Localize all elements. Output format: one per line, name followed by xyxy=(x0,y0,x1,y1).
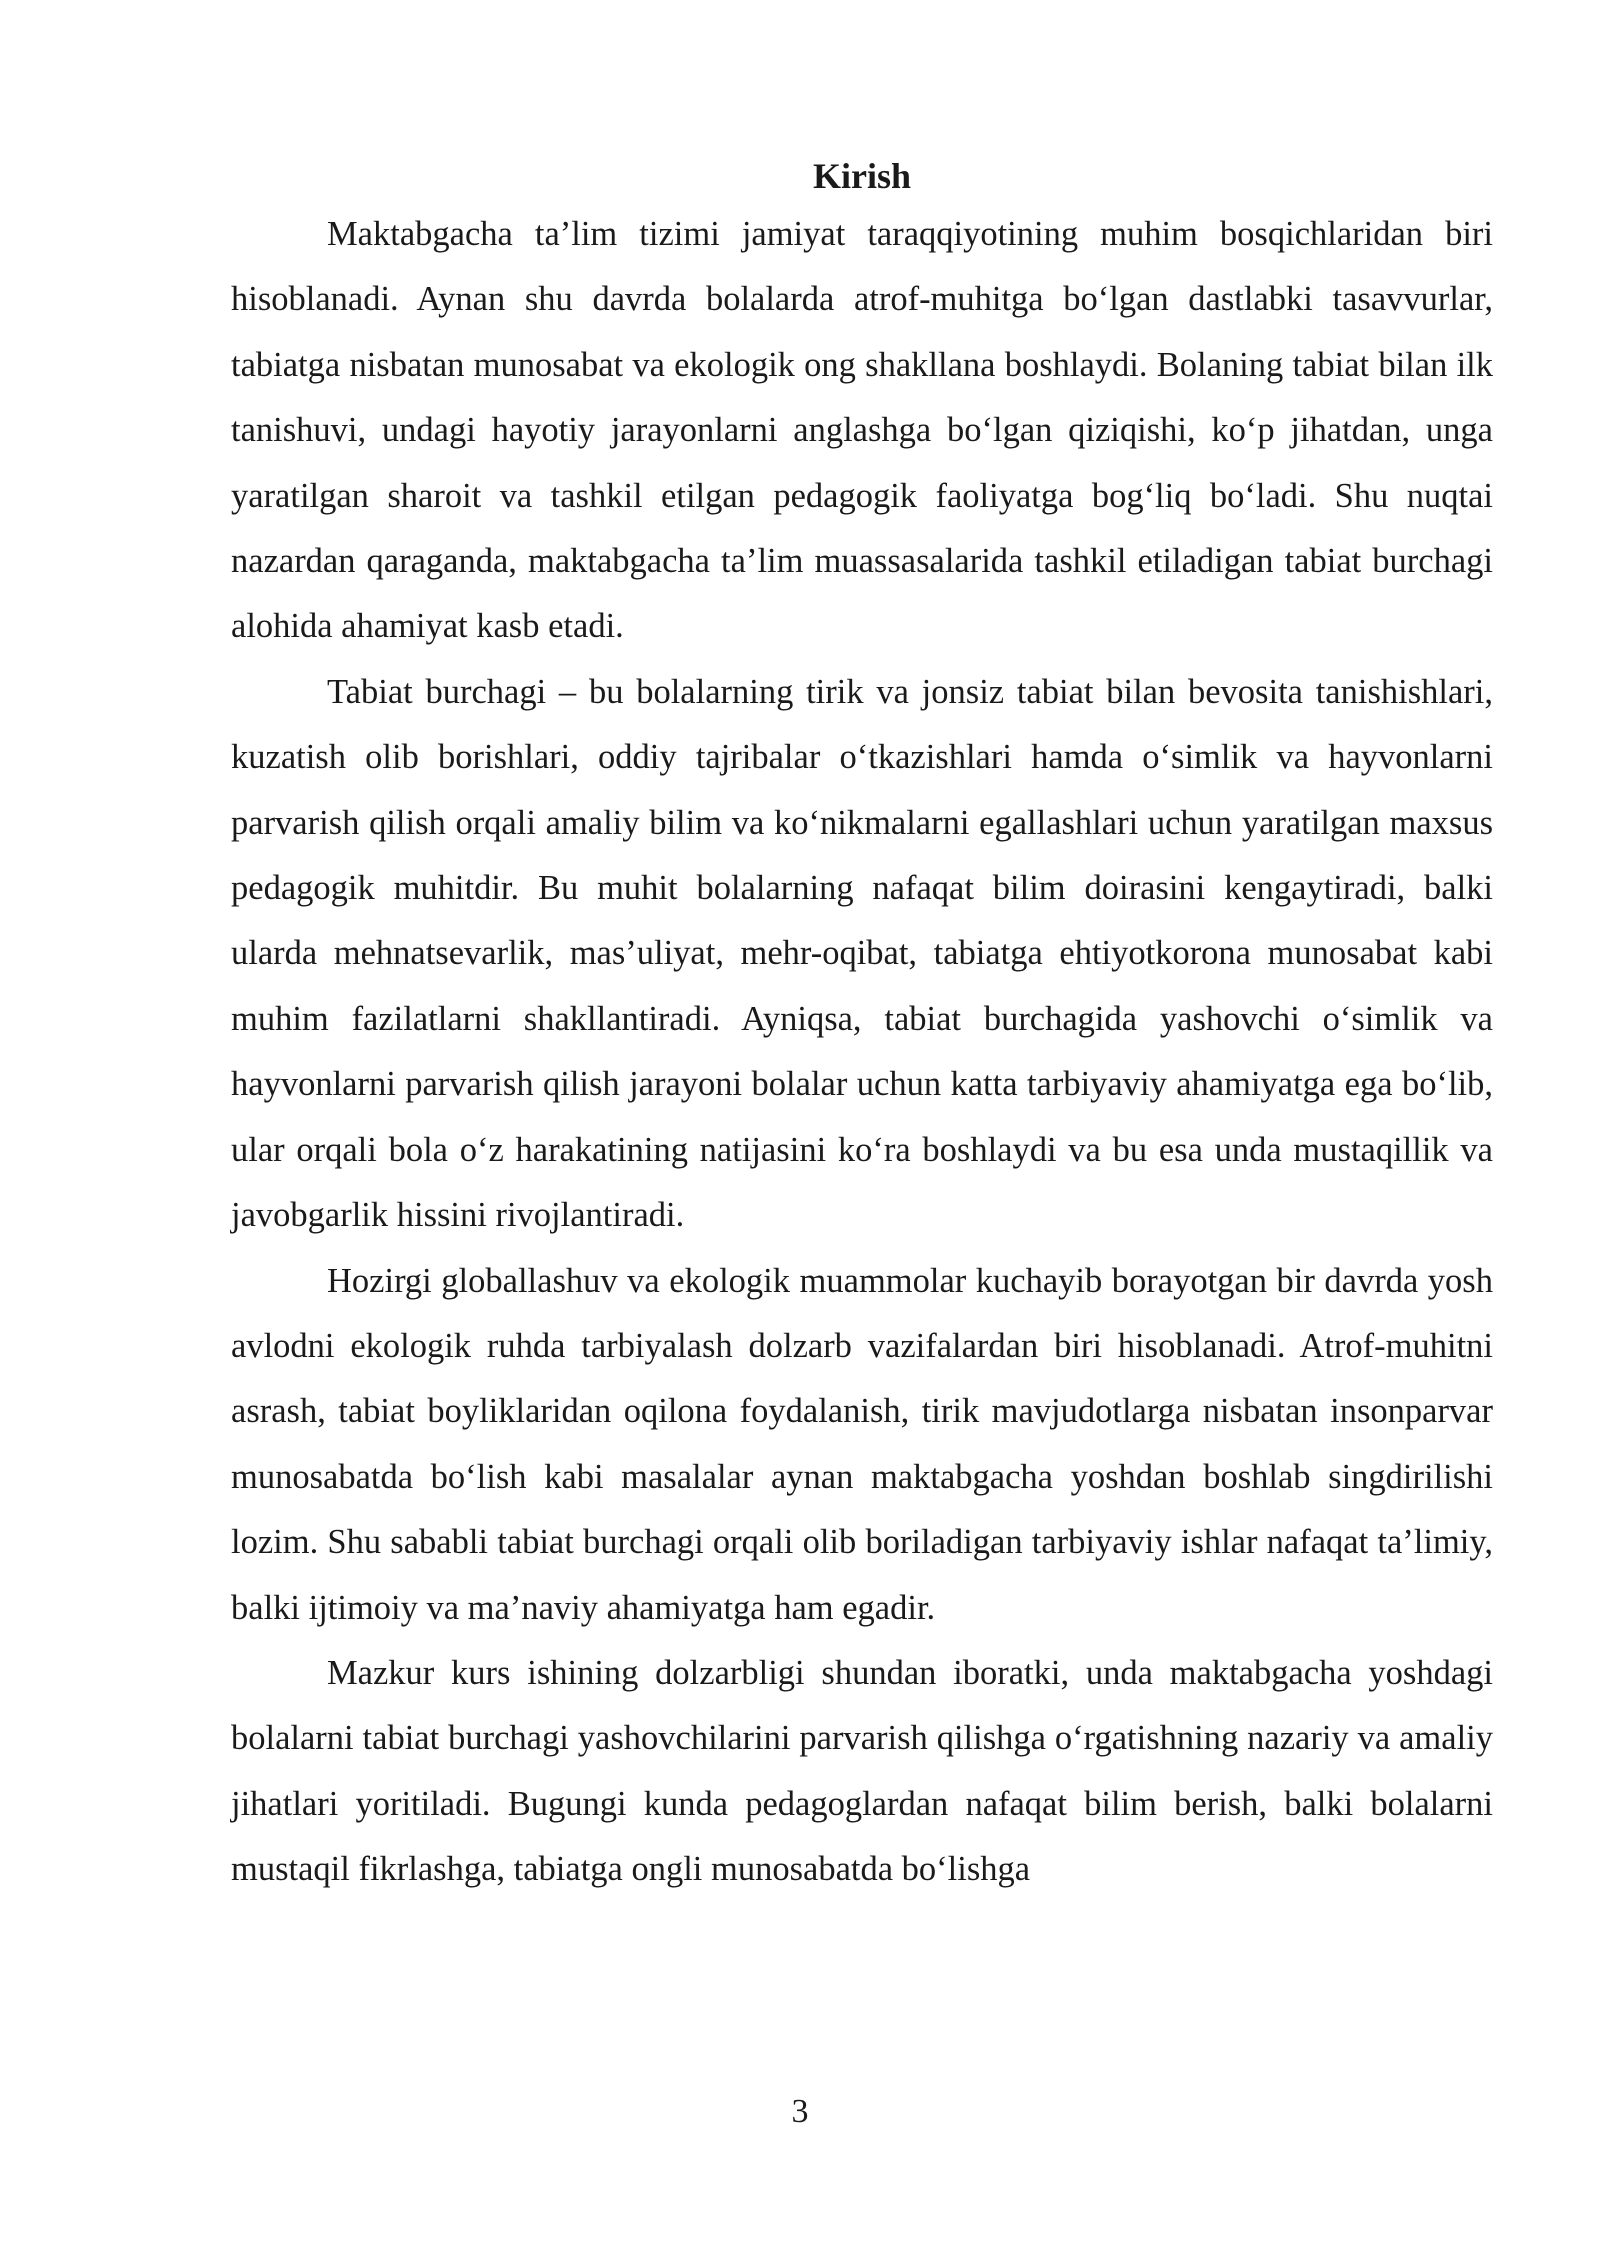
section-title: Kirish xyxy=(812,156,911,196)
page-number: 3 xyxy=(791,2093,809,2130)
paragraph-1: Maktabgacha ta’lim tizimi jamiyat taraqqiyotining muhim bosqichlaridan biri hisoblanadi. Aynan shu davrda bolalarda atrof-muhitga bo‘lgan dastlabki tasavvurlar, tabiatga nisbatan munosabat va ekologik ong shakllana boshlaydi. Bolaning tabiat bilan ilk tanishuvi, undagi hayotiy jarayonlarni anglashga bo‘lgan qiziqishi, ko‘p jihatdan, unga yaratilgan sharoit va tashkil etilgan pedagogik faoliyatga bog‘liq bo‘ladi. Shu nuqtai nazardan qaraganda, maktabgacha ta’lim muassasalarida tashkil etiladigan tabiat burchagi alohida ahamiyat kasb etadi. xyxy=(231,215,1493,646)
paragraph-2: Tabiat burchagi – bu bolalarning tirik va jonsiz tabiat bilan bevosita tanishishlari, kuzatish olib borishlari, oddiy tajribalar o‘tkazishlari hamda o‘simlik va hayvonlarni parvarish qilish orqali amaliy bilim va ko‘nikmalarni egallashlari uchun yaratilgan maxsus pedagogik muhitdir. Bu muhit bolalarning nafaqat bilim doirasini kengaytiradi, balki ularda mehnatsevarlik, mas’uliyat, mehr-oqibat, tabiatga ehtiyotkorona munosabat kabi muhim fazilatlarni shakllantiradi. Ayniqsa, tabiat burchagida yashovchi o‘simlik va hayvonlarni parvarish qilish jarayoni bolalar uchun katta tarbiyaviy ahamiyatga ega bo‘lib, ular orqali bola o‘z harakatining natijasini ko‘ra boshlaydi va bu esa unda mustaqillik va javobgarlik hissini rivojlantiradi. xyxy=(231,672,1493,1235)
page-content xyxy=(231,150,1493,1903)
paragraph-3: Hozirgi globallashuv va ekologik muammolar kuchayib borayotgan bir davrda yosh avlodni ekologik ruhda tarbiyalash dolzarb vazifalardan biri hisoblanadi. Atrof-muhitni asrash, tabiat boyliklaridan oqilona foydalanish, tirik mavjudotlarga nisbatan insonparvar munosabatda bo‘lish kabi masalalar aynan maktabgacha yoshdan boshlab singdirilishi lozim. Shu sababli tabiat burchagi orqali olib boriladigan tarbiyaviy ishlar nafaqat ta’limiy, balki ijtimoiy va ma’naviy ahamiyatga ham egadir. xyxy=(231,1261,1493,1627)
paragraph-4: Mazkur kurs ishining dolzarbligi shundan iboratki, unda maktabgacha yoshdagi bolalarni tabiat burchagi yashovchilarini parvarish qilishga o‘rgatishning nazariy va amaliy jihatlari yoritiladi. Bugungi kunda pedagoglardan nafaqat bilim berish, balki bolalarni mustaqil fikrlashga, tabiatga ongli munosabatda bo‘lishga xyxy=(231,1653,1493,1889)
